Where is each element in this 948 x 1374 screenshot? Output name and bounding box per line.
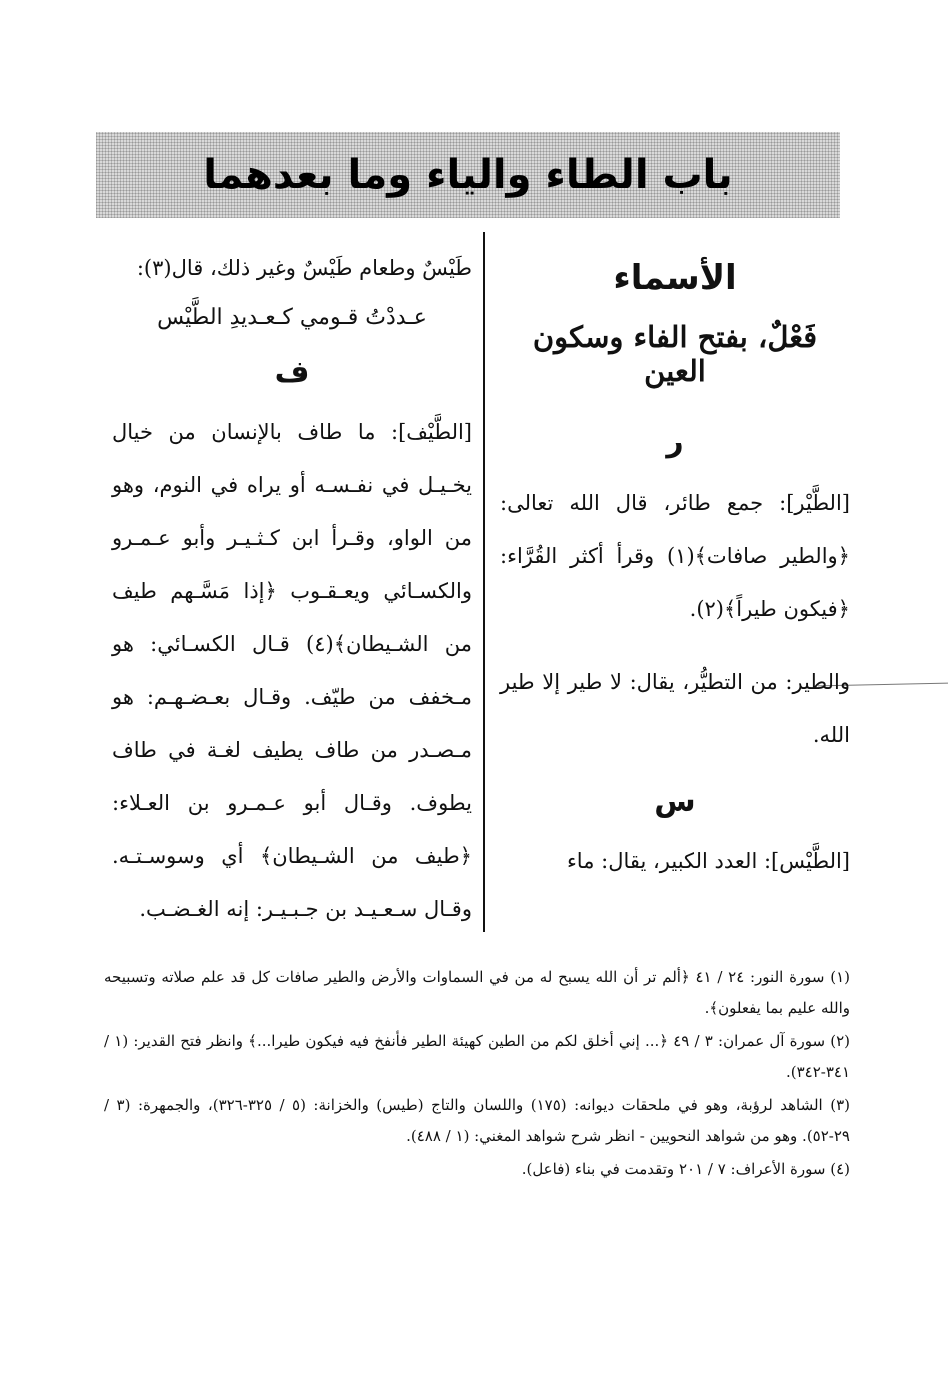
section-heading: الأسماء (613, 258, 737, 298)
chapter-title: باب الطاء والياء وما بعدهما (203, 152, 733, 198)
entry-tayr-omen: والطير: من التطيُّر، يقال: لا طير إلا طير الله. (500, 670, 850, 747)
letter-heading-s: س (654, 784, 696, 819)
footnote-4: (٤) سورة الأعراف: ٧ / ٢٠١ وتقدمت في بناء (فاعل). (521, 1160, 850, 1178)
entry-tays-start: [الطَّيْس]: العدد الكبير، يقال: ماء (566, 849, 850, 873)
letter-heading-f: ف (274, 355, 310, 390)
entry-tayr: [الطَّيْر]: جمع طائر، قال الله تعالى: ﴿والطير صافات﴾(١) وقرأ أكثر القُرَّاء: ﴿فيكون طيراً﴾(٢). (500, 491, 850, 621)
right-column (500, 240, 850, 888)
footnote-2: (٢) سورة آل عمران: ٣ / ٤٩ ﴿... إني أخلق لكم من الطين كهيئة الطير فأنفخ فيه فيكون طيرا...﴾ وانظر فتح القدير: (١ / ٣٤١-٣٤٢). (104, 1032, 851, 1081)
entry-tays-continued: طَيْسٌ وطعام طَيْسٌ وغير ذلك، قال(٣): (136, 256, 472, 280)
poetry-verse: عـددْتُ قـومي كـعـديدِ الطَّيْس (157, 305, 427, 330)
footnotes (104, 962, 850, 1187)
column-divider (483, 232, 485, 932)
pattern-heading: فَعْلٌ، بفتح الفاء وسكون العين (532, 320, 818, 388)
left-column (112, 240, 472, 936)
footnote-3: (٣) الشاهد لرؤبة، وهو في ملحقات ديوانه: (١٧٥) واللسان والتاج (طيس) والخزانة: (٥ / ٣٢٥-٣٢٦)، والجمهرة: (٣ / ٢٩-٥٢). وهو من شواهد النحويين - انظر شرح شواهد المغني: (١ / ٤٨٨). (104, 1096, 850, 1145)
entry-tayf: [الطَّيْف]: ما طاف بالإنسان من خيال يخـيـل في نفـسـه أو يراه في النوم، وهو من الواو، وقـرأ ابن كـثـيـر وأبو عـمـرو والكسـائي ويعـقـوب ﴿إذا مَسَّـهم طيف من الشـيطان﴾(٤) قـال الكسـائي: هو مـخفف من طيّف. وقـال بعـضـهـم: هو مـصـدر من طاف يطيف لغـة في طاف يطوف. وقـال أبو عـمـرو بن العـلاء: ﴿طيف من الشـيطان﴾ أي وسوسـتـه. وقـال سـعـيـد بن جـبـيـر: إنه الغـضـب. (112, 420, 472, 921)
footnote-1: (١) سورة النور: ٢٤ / ٤١ ﴿ألم تر أن الله يسبح له من في السماوات والأرض والطير صافات كل قد علم صلاته وتسبيحه والله عليم بما يفعلون﴾. (104, 968, 851, 1017)
chapter-banner (96, 132, 840, 218)
letter-heading-r: ر (666, 424, 684, 459)
